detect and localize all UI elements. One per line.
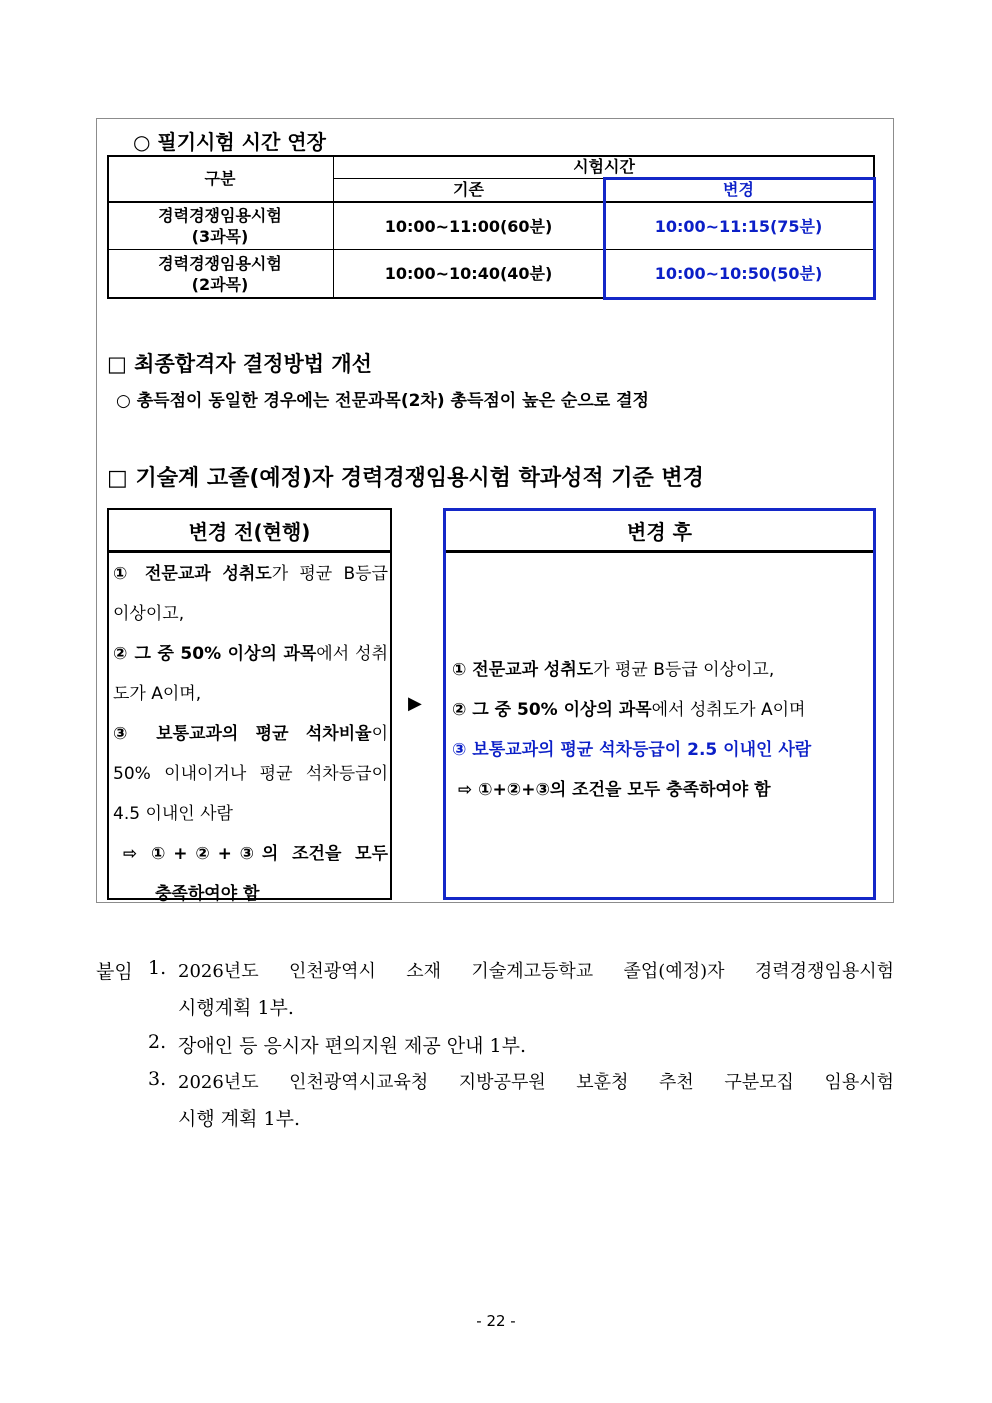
attachment-3-line1: 2026년도 인천광역시교육청 지방공무원 보훈청 추천 구분모집 임용시험: [178, 1072, 894, 1093]
section-heading-grade-criteria: □ 기술계 고졸(예정)자 경력경쟁임용시험 학과성적 기준 변경: [107, 466, 704, 491]
after-change-box: [443, 508, 876, 900]
attachment-3-number: 3.: [148, 1068, 167, 1090]
attachment-2-number: 2.: [148, 1031, 167, 1053]
before-line-8: ⇨ ①+②+③의 조건을 모두: [123, 844, 388, 864]
before-line-2: 이상이고,: [113, 604, 185, 624]
row1-category: 경력경쟁임용시험 (3과목): [158, 206, 282, 246]
row2-before: 10:00~10:40(40분): [384, 264, 553, 283]
header-category: 구분: [204, 168, 236, 188]
before-line-5: ③ 보통교과의 평균 석차비율이: [113, 724, 388, 744]
before-line-9: 충족하여야 함: [155, 884, 260, 904]
section-heading-exam-time: ○ 필기시험 시간 연장: [133, 130, 326, 154]
arrow-icon: ▶: [408, 693, 422, 714]
after-line-1: ① 전문교과 성취도가 평균 B등급 이상이고,: [452, 660, 775, 680]
attachment-2-line1: 장애인 등 응시자 편의지원 제공 안내 1부.: [178, 1035, 527, 1057]
attachment-3-line2: 시행 계획 1부.: [178, 1108, 300, 1130]
row1-before: 10:00~11:00(60분): [384, 216, 553, 236]
row1-after: 10:00~11:15(75분): [654, 216, 823, 236]
before-change-box: [107, 508, 392, 904]
attachment-1-line1: 2026년도 인천광역시 소재 기술계고등학교 졸업(예정)자 경력경쟁임용시험: [178, 961, 894, 982]
header-before: 기존: [453, 180, 484, 199]
before-line-6: 50% 이내이거나 평균 석차등급이: [113, 764, 388, 784]
final-pass-bullet: ○ 총득점이 동일한 경우에는 전문과목(2차) 총득점이 높은 순으로 결정: [116, 391, 649, 411]
before-change-title: 변경 전(현행): [109, 510, 390, 553]
exam-time-table: [107, 155, 875, 299]
attachment-1-number: 1.: [148, 957, 167, 979]
after-line-2: ② 그 중 50% 이상의 과목에서 성취도가 A이며: [452, 700, 806, 720]
section-heading-final-pass: □ 최종합격자 결정방법 개선: [107, 352, 372, 376]
after-change-title: 변경 후: [446, 510, 873, 553]
page-number: - 22 -: [476, 1312, 516, 1330]
row2-category: 경력경쟁임용시험 (2과목): [158, 253, 282, 294]
before-line-7: 4.5 이내인 사람: [113, 804, 233, 824]
header-after: 변경: [723, 180, 754, 199]
before-line-3: ② 그 중 50% 이상의 과목에서 성취: [113, 644, 388, 664]
row2-after: 10:00~10:50(50분): [654, 264, 823, 283]
header-exam-time: 시험시간: [573, 157, 635, 176]
after-line-4: ⇨ ①+②+③의 조건을 모두 충족하여야 함: [458, 780, 771, 800]
after-line-3: ③ 보통교과의 평균 석차등급이 2.5 이내인 사람: [452, 740, 812, 760]
attachment-label: 붙임: [96, 961, 133, 983]
before-line-4: 도가 A이며,: [113, 684, 202, 704]
before-line-1: ① 전문교과 성취도가 평균 B등급: [113, 564, 388, 584]
attachment-1-line2: 시행계획 1부.: [178, 997, 294, 1019]
